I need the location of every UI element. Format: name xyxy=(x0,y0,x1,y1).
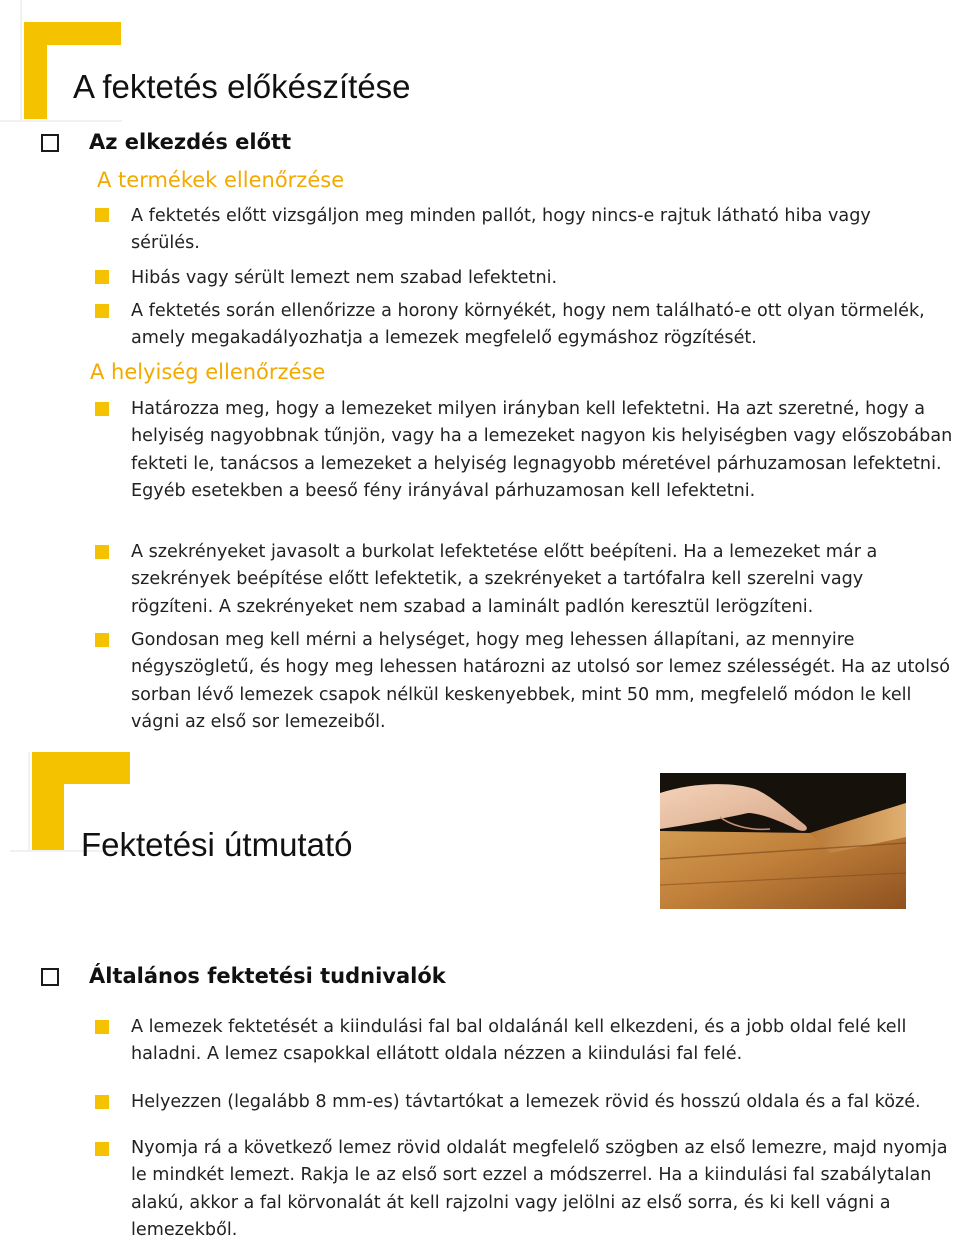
bullet-icon xyxy=(95,545,109,559)
bullet-icon xyxy=(95,1142,109,1156)
section-heading: Az elkezdés előtt xyxy=(89,130,292,154)
list-item: Helyezzen (legalább 8 mm-es) távtartókat a lemezek rövid és hosszú oldala és a fal közé. xyxy=(131,1092,921,1112)
bullet-icon xyxy=(95,1095,109,1109)
section-heading: Általános fektetési tudnivalók xyxy=(89,964,446,988)
bullet-icon xyxy=(95,633,109,647)
bullet-icon xyxy=(95,402,109,416)
bullet-icon xyxy=(95,208,109,222)
list-item: A lemezek fektetését a kiindulási fal bal oldalánál kell elkezdeni, és a jobb oldal felé kell haladni. A lemez csapokkal ellátott oldala nézzen a kiindulási fal felé. xyxy=(131,1017,907,1065)
subheading-room: A helyiség ellenőrzése xyxy=(90,360,326,384)
list-item: Nyomja rá a következő lemez rövid oldalát megfelelő szögben az első lemezre, majd nyomja le mindkét lemezt. Rakja le az első sort ezzel a módszerrel. Ha a kiindulási fal szabálytalan alakú, akkor a fal körvonalát át kell rajzolni vagy jelölni az első sorra, és ki kell vágni a lemezekből. xyxy=(131,1138,948,1240)
list-item: A szekrényeket javasolt a burkolat lefektetése előtt beépíteni. Ha a lemezeket már a szekrények beépítése előtt lefektetik, a szekrényeket a tartófalra kell szerelni vagy rögzíteni. A szekrényeket nem szabad a laminált padlón keresztül lerögzíteni. xyxy=(131,542,878,617)
bullet-icon xyxy=(95,270,109,284)
bullet-icon xyxy=(95,304,109,318)
page-title: A fektetés előkészítése xyxy=(73,68,411,105)
list-item: A fektetés során ellenőrizze a horony környékét, hogy nem található-e ott olyan törmelék, amely megakadályozhatja a lemezek megfelelő egymáshoz rögzítését. xyxy=(131,301,925,349)
list-item: Határozza meg, hogy a lemezeket milyen irányban kell lefektetni. Ha azt szeretné, hogy a helyiség nagyobbnak tűnjön, vagy ha a lemezeket nagyon kis helyiségben vagy előszobában fekteti le, tanácsos a lemezeket a helyiség legnagyobb méretével párhuzamosan lefektetni. Egyéb esetekben a beeső fény irányával párhuzamosan kell lefektetni. xyxy=(131,399,953,501)
section-title: Fektetési útmutató xyxy=(81,826,353,863)
list-item: Gondosan meg kell mérni a helységet, hogy meg lehessen állapítani, az mennyire négyszögletű, és hogy meg lehessen határozni az utolsó sor lemez szélességét. Ha az utolsó sorban lévő lemezek csapok nélkül keskenyebbek, mint 50 mm, megfelelő módon le kell vágni az első sor lemezeiből. xyxy=(131,630,951,732)
subheading-products: A termékek ellenőrzése xyxy=(97,168,345,192)
list-item: A fektetés előtt vizsgáljon meg minden pallót, hogy nincs-e rajtuk látható hiba vagy sérülés. xyxy=(131,206,871,254)
laminate-photo xyxy=(660,773,906,909)
bullet-icon xyxy=(95,1020,109,1034)
checkbox-icon xyxy=(41,134,59,152)
checkbox-icon xyxy=(41,968,59,986)
list-item: Hibás vagy sérült lemezt nem szabad lefektetni. xyxy=(131,268,558,288)
